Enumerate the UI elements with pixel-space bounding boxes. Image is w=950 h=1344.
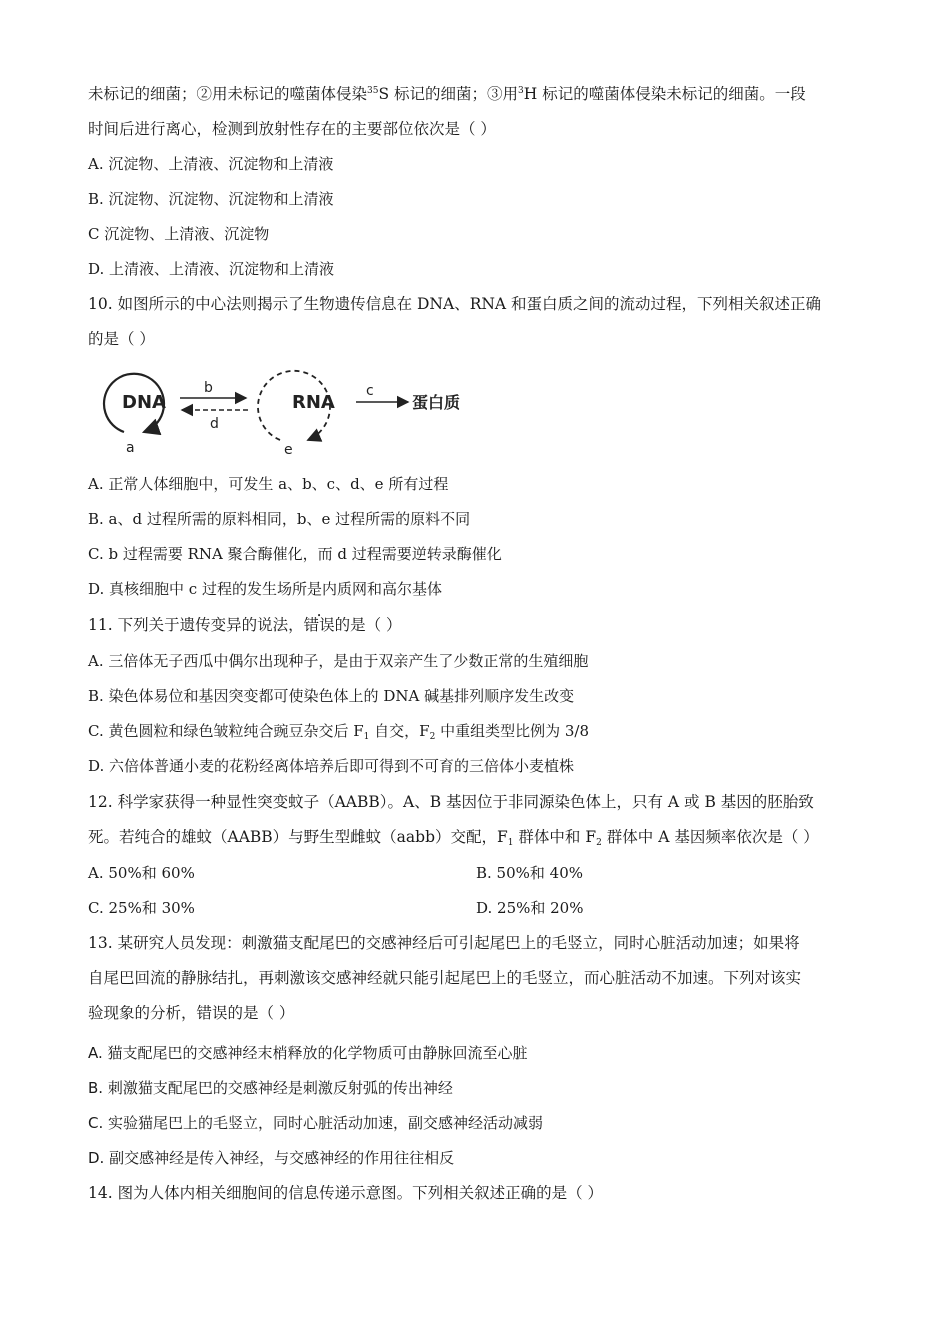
q11-option-b[interactable]: B. 染色体易位和基因突变都可使染色体上的 DNA 碱基排列顺序发生改变 <box>88 687 575 705</box>
protein-label: 蛋白质 <box>412 393 461 412</box>
central-dogma-figure <box>94 362 484 458</box>
q12-stem-line-1: 12. 科学家获得一种显性突变蚊子（AABB）。A、B 基因位于非同源染色体上，只有 A 或 B 基因的胚胎致 <box>88 793 814 811</box>
q11-option-c[interactable] <box>88 721 589 741</box>
q12-option-d[interactable]: D. 25%和 20% <box>476 899 584 917</box>
q13-option-c[interactable]: C. 实验猫尾巴上的毛竖立，同时心脏活动加速，副交感神经活动减弱 <box>88 1114 544 1132</box>
q9-option-a[interactable]: A. 沉淀物、上清液、沉淀物和上清液 <box>88 155 334 173</box>
q11-option-a[interactable]: A. 三倍体无子西瓜中偶尔出现种子，是由于双亲产生了少数正常的生殖细胞 <box>88 652 589 670</box>
q13-stem-line-1: 13. 某研究人员发现：刺激猫支配尾巴的交感神经后可引起尾巴上的毛竖立，同时心脏活动加速；如果将 <box>88 934 800 952</box>
q12-sub-1: 1 <box>507 838 514 848</box>
q13-stem-line-2: 自尾巴回流的静脉结扎，再刺激该交感神经就只能引起尾巴上的毛竖立，而心脏活动不加速。下列对该实 <box>88 969 802 987</box>
q12-stem-line-2 <box>88 827 819 847</box>
q14-stem-line-1: 14. 图为人体内相关细胞间的信息传递示意图。下列相关叙述正确的是（ ） <box>88 1184 604 1202</box>
q12-line-2-part-a: 死。若纯合的雄蚊（AABB）与野生型雌蚊（aabb）交配，F <box>88 828 508 846</box>
label-c: c <box>366 383 374 399</box>
q11-stem-part-a: 11. 下列关于遗传变异的说法， <box>88 616 304 634</box>
q10-option-b[interactable]: B. a、d 过程所需的原料相同，b、e 过程所需的原料不同 <box>88 510 471 528</box>
q9-line-1-part-a: 未标记的细菌；②用未标记的噬菌体侵染 <box>88 85 368 103</box>
q13-option-b[interactable]: B. 刺激猫支配尾巴的交感神经是刺激反射弧的传出神经 <box>88 1079 453 1097</box>
q10-option-a[interactable]: A. 正常人体细胞中，可发生 a、b、c、d、e 所有过程 <box>88 475 449 493</box>
q9-option-d[interactable]: D. 上清液、上清液、沉淀物和上清液 <box>88 260 335 278</box>
label-b: b <box>204 380 213 396</box>
q11-option-d[interactable]: D. 六倍体普通小麦的花粉经离体培养后即可得到不可育的三倍体小麦植株 <box>88 757 575 775</box>
q9-line-1 <box>88 84 806 104</box>
q11-option-c-part-a: C. 黄色圆粒和绿色皱粒纯合豌豆杂交后 F <box>88 722 364 740</box>
q13-stem-line-3: 验现象的分析，错误的是（ ） <box>88 1004 295 1022</box>
q11-emphasis-wrong: 错误 <box>303 616 335 634</box>
q10-option-c[interactable]: C. b 过程需要 RNA 聚合酶催化，而 d 过程需要逆转录酶催化 <box>88 545 502 563</box>
q12-line-2-part-b: 群体中和 F <box>513 828 597 846</box>
q11-sub-2: 2 <box>429 732 436 742</box>
q12-option-b[interactable]: B. 50%和 40% <box>476 864 584 882</box>
q12-option-a[interactable]: A. 50%和 60% <box>88 864 195 882</box>
q12-line-2-part-c: 群体中 A 基因频率依次是（ ） <box>601 828 819 846</box>
q10-stem-line-1: 10. 如图所示的中心法则揭示了生物遗传信息在 DNA、RNA 和蛋白质之间的流动过程，下列相关叙述正确 <box>88 295 822 313</box>
q9-line-1-part-b: S 标记的细菌；③用 <box>378 85 519 103</box>
q12-sub-2: 2 <box>596 838 602 848</box>
q9-sup-3: 3 <box>518 86 524 96</box>
q11-stem-part-b: 的是（ ） <box>334 616 402 634</box>
label-a: a <box>126 440 135 456</box>
q13-option-d[interactable]: D. 副交感神经是传入神经，与交感神经的作用往往相反 <box>88 1149 455 1167</box>
q11-sub-1: 1 <box>363 732 370 742</box>
q13-option-a[interactable]: A. 猫支配尾巴的交感神经末梢释放的化学物质可由静脉回流至心脏 <box>88 1044 528 1062</box>
q9-option-c[interactable]: C 沉淀物、上清液、沉淀物 <box>88 225 270 243</box>
q9-line-2: 时间后进行离心，检测到放射性存在的主要部位依次是（ ） <box>88 120 496 138</box>
q11-option-c-part-b: 自交，F <box>369 722 430 740</box>
q10-option-d[interactable]: D. 真核细胞中 c 过程的发生场所是内质网和高尔基体 <box>88 580 442 598</box>
rna-label: RNA <box>292 392 335 413</box>
q9-sup-35: 35 <box>367 86 379 96</box>
q12-option-c[interactable]: C. 25%和 30% <box>88 899 195 917</box>
label-d: d <box>210 416 219 432</box>
q11-option-c-part-c: 中重组类型比例为 3/8 <box>435 722 589 740</box>
label-e: e <box>284 442 293 458</box>
q11-stem <box>88 615 402 635</box>
q9-line-1-part-c: H 标记的噬菌体侵染未标记的细菌。一段 <box>523 85 806 103</box>
q9-option-b[interactable]: B. 沉淀物、沉淀物、沉淀物和上清液 <box>88 190 334 208</box>
dna-label: DNA <box>122 392 166 413</box>
q10-stem-line-2: 的是（ ） <box>88 330 155 348</box>
